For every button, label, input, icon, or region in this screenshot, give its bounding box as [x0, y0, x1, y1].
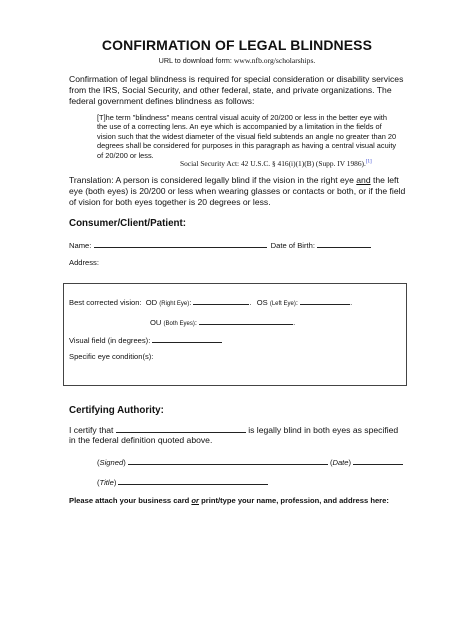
form-title: CONFIRMATION OF LEGAL BLINDNESS [101, 37, 373, 53]
translation-and: and [356, 175, 371, 185]
citation-text: Social Security Act: 42 U.S.C. § 416(i)(1)(B) (Supp. IV 1986). [180, 159, 366, 168]
name-row [69, 239, 371, 250]
title-row: (Title) [97, 476, 268, 487]
os-note: (Left Eye) [269, 301, 296, 307]
translation-paragraph [69, 175, 414, 208]
consumer-heading: Consumer/Client/Patient: [69, 218, 187, 229]
best-corrected-label: Best corrected vision: [69, 298, 142, 307]
signed-label: Signed [99, 458, 124, 467]
download-url-line [0, 56, 474, 65]
date-field[interactable] [353, 456, 403, 465]
ou-note: (Both Eyes) [163, 321, 195, 327]
od-label: OD [145, 298, 158, 307]
visual-field-input[interactable] [152, 334, 222, 343]
footer-prefix: Please attach your business card [69, 496, 192, 505]
name-field[interactable] [94, 239, 267, 248]
blindness-definition-quote: [T]he term "blindness" means central visual acuity of 20/200 or less in the better eye with the use of a correcting lens. An eye which is accompanied by a limitation in the fields of vision such that the widest diameter of the visual field subtends an angle no greater than 20 degrees shall be considered for purposes in this paragraph as having a central visual acuity of 20/200 or less. [97, 113, 397, 160]
dob-label: Date of Birth: [270, 241, 315, 250]
url-prefix: URL to download form: [158, 56, 234, 65]
visual-field-label: Visual field (in degrees): [69, 336, 151, 345]
certify-prefix: I certify that [69, 425, 114, 435]
title-label: Title [99, 478, 114, 487]
certify-line2: in the federal definition quoted above. [69, 435, 213, 445]
translation-part1: Translation: A person is considered legally blind if the vision in the right eye [69, 175, 357, 185]
legal-citation [180, 159, 372, 168]
download-url-link[interactable]: www.nfb.org/scholarships. [233, 56, 316, 65]
signature-field[interactable] [128, 456, 328, 465]
os-label: OS [256, 298, 268, 307]
od-note: (Right Eye) [159, 301, 190, 307]
footer-instruction [69, 496, 389, 505]
certifying-heading: Certifying Authority: [69, 405, 164, 416]
certify-name-field[interactable] [116, 424, 246, 433]
visual-field-row [69, 334, 222, 345]
name-label: Name: [69, 241, 92, 250]
date-label: Date [332, 458, 349, 467]
od-field[interactable] [193, 296, 249, 305]
specific-condition-label: Specific eye condition(s): [69, 352, 154, 361]
title-field[interactable] [118, 476, 268, 485]
signed-row: (Signed) (Date) [97, 456, 403, 467]
os-field[interactable] [300, 296, 350, 305]
ou-row: OU (Both Eyes): . [150, 318, 296, 327]
intro-paragraph: Confirmation of legal blindness is required for special consideration or disability services from the IRS, Social Security, and other federal, state, and private organizations. The federal government defines blindness as follows: [69, 74, 404, 106]
best-corrected-row: Best corrected vision: OD (Right Eye): . OS (Left Eye): . [69, 298, 353, 307]
footnote-link[interactable]: [1] [365, 159, 372, 165]
translation-part2: the left eye (both eyes) is 20/200 or less when wearing glasses or contacts or both, or if the field of vision for both eyes together is 20 degrees or less. [69, 175, 406, 207]
ou-label: OU [150, 318, 162, 327]
ou-field[interactable] [199, 316, 293, 325]
footer-or: or [191, 496, 199, 505]
dob-field[interactable] [317, 239, 371, 248]
certify-suffix: is legally blind in both eyes as specified [248, 425, 399, 435]
address-label: Address: [69, 258, 99, 267]
footer-suffix: print/type your name, profession, and address here: [199, 496, 389, 505]
